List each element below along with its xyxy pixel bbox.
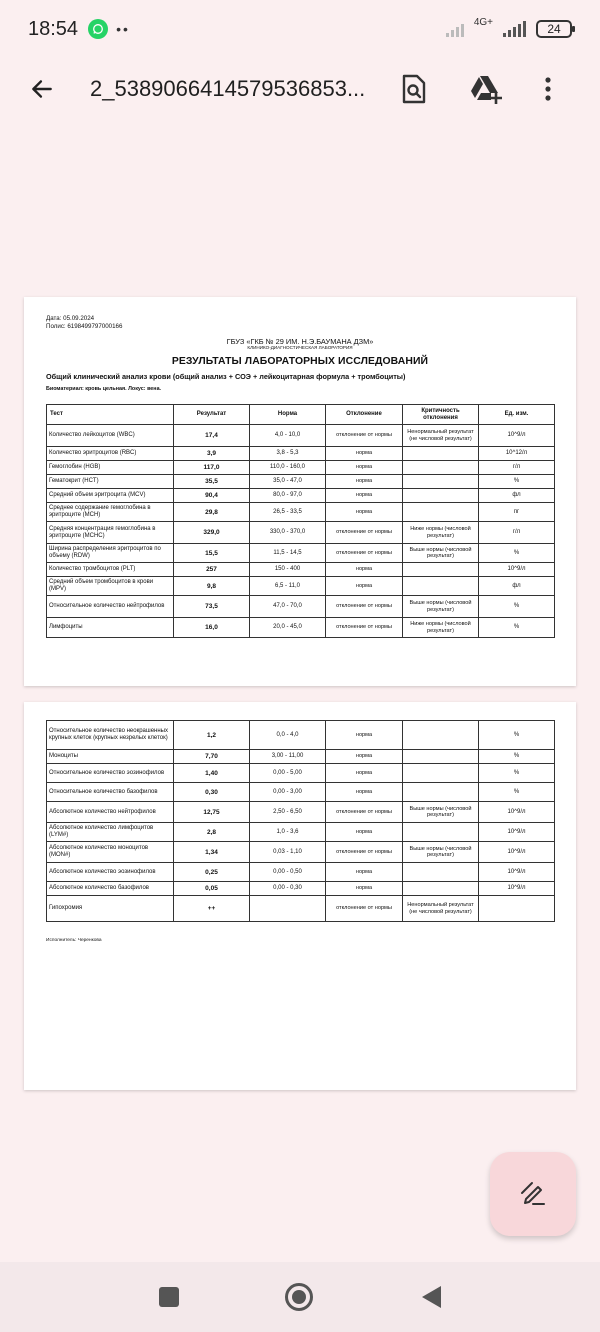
cell-norm: 0,00 - 0,30 <box>250 882 326 896</box>
column-header-result: Результат <box>174 405 250 425</box>
cell-deviation: норма <box>326 721 403 750</box>
organization-name: ГБУЗ «ГКБ № 29 ИМ. Н.Э.БАУМАНА ДЗМ» <box>226 337 374 346</box>
cell-test: Гипохромия <box>47 896 174 922</box>
cell-norm: 0,0 - 4,0 <box>250 721 326 750</box>
cell-deviation: норма <box>326 823 403 842</box>
table-row <box>47 882 555 896</box>
cell-criticality <box>403 577 479 596</box>
cell-result: 0,25 <box>174 863 250 882</box>
cell-deviation: отклонение от нормы <box>326 618 403 638</box>
table-row <box>47 489 555 503</box>
cell-deviation: норма <box>326 577 403 596</box>
cell-unit: 10^9/л <box>479 802 555 823</box>
cell-deviation: отклонение от нормы <box>326 522 403 544</box>
signal-icon <box>446 21 464 37</box>
cell-criticality: Ниже нормы (числовой результат) <box>403 522 479 544</box>
home-circle-icon[interactable] <box>284 1282 314 1312</box>
cell-result: ++ <box>174 896 250 922</box>
results-table <box>46 404 555 638</box>
annotate-fab-button[interactable] <box>490 1152 576 1236</box>
cell-criticality <box>403 764 479 783</box>
cell-result: 16,0 <box>174 618 250 638</box>
cell-test: Абсолютное количество нейтрофилов <box>47 802 174 823</box>
cell-result: 257 <box>174 563 250 577</box>
cell-norm <box>250 896 326 922</box>
cell-test: Лимфоциты <box>47 618 174 638</box>
column-header-norm: Норма <box>250 405 326 425</box>
cell-criticality <box>403 461 479 475</box>
table-row <box>47 896 555 922</box>
cell-unit: 10^9/л <box>479 823 555 842</box>
table-row <box>47 802 555 823</box>
cell-test: Относительное количество нейтрофилов <box>47 596 174 618</box>
cell-test: Относительное количество базофилов <box>47 783 174 802</box>
cell-deviation: норма <box>326 475 403 489</box>
table-row <box>47 618 555 638</box>
document-title: 2_5389066414579536853... <box>90 76 366 101</box>
cell-test: Абсолютное количество эозинофилов <box>47 863 174 882</box>
cell-deviation: отклонение от нормы <box>326 896 403 922</box>
table-row <box>47 425 555 447</box>
cell-criticality <box>403 447 479 461</box>
cell-unit: % <box>479 750 555 764</box>
table-row <box>47 461 555 475</box>
cell-test: Средний объем эритроцита (MCV) <box>47 489 174 503</box>
table-row <box>47 563 555 577</box>
cell-norm: 0,03 - 1,10 <box>250 842 326 863</box>
cell-result: 73,5 <box>174 596 250 618</box>
cell-criticality <box>403 783 479 802</box>
edit-pen-icon <box>518 1177 548 1212</box>
table-row <box>47 750 555 764</box>
more-vert-icon[interactable] <box>526 67 570 111</box>
cell-result: 2,8 <box>174 823 250 842</box>
cell-norm: 1,0 - 3,6 <box>250 823 326 842</box>
cell-unit: 10^9/л <box>479 842 555 863</box>
cell-unit: фл <box>479 489 555 503</box>
cell-deviation: норма <box>326 503 403 522</box>
cell-test: Абсолютное количество моноцитов (MON#) <box>47 842 174 863</box>
cell-result: 329,0 <box>174 522 250 544</box>
battery-icon: 24 <box>536 20 572 38</box>
status-time: 18:54 <box>28 17 79 40</box>
cell-result: 3,9 <box>174 447 250 461</box>
search-document-icon[interactable] <box>392 67 436 111</box>
cell-test: Относительное количество эозинофилов <box>47 764 174 783</box>
cell-criticality <box>403 823 479 842</box>
cell-norm: 80,0 - 97,0 <box>250 489 326 503</box>
cell-deviation: отклонение от нормы <box>326 802 403 823</box>
document-page-1 <box>24 297 576 686</box>
cell-criticality: Ненормальный результат (не числовой результат) <box>403 896 479 922</box>
cell-test: Количество тромбоцитов (PLT) <box>47 563 174 577</box>
column-header-unit: Ед. изм. <box>479 405 555 425</box>
cell-unit: 10^12/л <box>479 447 555 461</box>
cell-deviation: норма <box>326 461 403 475</box>
status-bar <box>0 0 600 58</box>
cell-result: 0,30 <box>174 783 250 802</box>
cell-deviation: отклонение от нормы <box>326 842 403 863</box>
signal-strength-icon <box>503 21 526 37</box>
cell-norm: 2,50 - 6,50 <box>250 802 326 823</box>
column-header-criticality: Критичность отклонения <box>403 405 479 425</box>
more-dots-icon: •• <box>116 21 130 37</box>
organization-subtitle: КЛИНИКО-ДИАГНОСТИЧЕСКАЯ ЛАБОРАТОРИЯ <box>247 345 353 350</box>
cell-norm: 4,0 - 10,0 <box>250 425 326 447</box>
cell-deviation: норма <box>326 563 403 577</box>
cell-test: Гематокрит (HCT) <box>47 475 174 489</box>
cell-deviation: норма <box>326 447 403 461</box>
cell-norm: 0,00 - 3,00 <box>250 783 326 802</box>
table-row <box>47 721 555 750</box>
cell-norm: 110,0 - 160,0 <box>250 461 326 475</box>
cell-test: Ширина распределения эритроцитов по объему (RDW) <box>47 544 174 563</box>
cell-test: Относительное количество неокрашенных крупных клеток (крупных незрелых клеток) <box>47 721 174 750</box>
cell-test: Гемоглобин (HGB) <box>47 461 174 475</box>
cell-unit: % <box>479 544 555 563</box>
cell-test: Средняя концентрация гемоглобина в эритроците (MCHC) <box>47 522 174 544</box>
cell-result: 117,0 <box>174 461 250 475</box>
cell-criticality: Выше нормы (числовой результат) <box>403 842 479 863</box>
cell-test: Среднее содержание гемоглобина в эритроците (MCH) <box>47 503 174 522</box>
table-row <box>47 863 555 882</box>
table-row <box>47 544 555 563</box>
cell-result: 90,4 <box>174 489 250 503</box>
cell-result: 35,5 <box>174 475 250 489</box>
cell-deviation: норма <box>326 489 403 503</box>
cell-unit: 10^9/л <box>479 863 555 882</box>
cell-result: 0,05 <box>174 882 250 896</box>
cell-norm: 0,00 - 0,50 <box>250 863 326 882</box>
cell-unit: 10^9/л <box>479 563 555 577</box>
cell-result: 17,4 <box>174 425 250 447</box>
cell-test: Моноциты <box>47 750 174 764</box>
drive-add-icon[interactable] <box>464 67 508 111</box>
table-row <box>47 503 555 522</box>
report-policy: Полис: 6198499797000166 <box>46 323 123 330</box>
cell-criticality <box>403 863 479 882</box>
table-row <box>47 447 555 461</box>
column-header-deviation: Отклонение <box>326 405 403 425</box>
document-page-2 <box>24 702 576 1090</box>
cell-deviation: норма <box>326 750 403 764</box>
cell-result: 9,8 <box>174 577 250 596</box>
cell-deviation: норма <box>326 882 403 896</box>
cell-criticality: Выше нормы (числовой результат) <box>403 544 479 563</box>
cell-unit: 10^9/л <box>479 882 555 896</box>
cell-norm: 26,5 - 33,5 <box>250 503 326 522</box>
cell-unit: фл <box>479 577 555 596</box>
cell-deviation: отклонение от нормы <box>326 596 403 618</box>
cell-result: 1,40 <box>174 764 250 783</box>
table-header-row <box>47 405 555 425</box>
cell-deviation: отклонение от нормы <box>326 425 403 447</box>
cell-unit <box>479 896 555 922</box>
back-triangle-icon[interactable] <box>416 1282 446 1312</box>
recents-square-icon[interactable] <box>154 1282 184 1312</box>
report-date: Дата: 05.09.2024 <box>46 315 95 322</box>
cell-unit: % <box>479 618 555 638</box>
cell-norm: 150 - 400 <box>250 563 326 577</box>
results-table-continued <box>46 720 555 922</box>
executor-line: Исполнитель: Черенкова <box>46 938 102 943</box>
cell-result: 29,8 <box>174 503 250 522</box>
cell-result: 1,34 <box>174 842 250 863</box>
cell-criticality <box>403 475 479 489</box>
column-header-test: Тест <box>47 405 174 425</box>
cell-norm: 35,0 - 47,0 <box>250 475 326 489</box>
cell-norm: 20,0 - 45,0 <box>250 618 326 638</box>
cell-test: Абсолютное количество лимфоцитов (LYM#) <box>47 823 174 842</box>
cell-deviation: норма <box>326 863 403 882</box>
cell-unit: г/л <box>479 522 555 544</box>
cell-unit: пг <box>479 503 555 522</box>
cell-norm: 330,0 - 370,0 <box>250 522 326 544</box>
cell-result: 7,70 <box>174 750 250 764</box>
biomaterial-line: Биоматериал: кровь цельная. Локус: вена. <box>46 386 162 392</box>
report-title: РЕЗУЛЬТАТЫ ЛАБОРАТОРНЫХ ИССЛЕДОВАНИЙ <box>171 356 429 367</box>
cell-unit: % <box>479 596 555 618</box>
cell-norm: 3,8 - 5,3 <box>250 447 326 461</box>
table-row <box>47 823 555 842</box>
navigation-bar <box>0 1262 600 1332</box>
cell-norm: 6,5 - 11,0 <box>250 577 326 596</box>
cell-deviation: отклонение от нормы <box>326 544 403 563</box>
cell-unit: % <box>479 475 555 489</box>
cell-criticality <box>403 563 479 577</box>
cell-test: Количество эритроцитов (RBC) <box>47 447 174 461</box>
cell-criticality <box>403 721 479 750</box>
cell-result: 15,5 <box>174 544 250 563</box>
cell-unit: % <box>479 783 555 802</box>
cell-test: Количество лейкоцитов (WBC) <box>47 425 174 447</box>
whatsapp-icon <box>88 19 108 39</box>
cell-unit: % <box>479 721 555 750</box>
cell-criticality: Выше нормы (числовой результат) <box>403 596 479 618</box>
network-type-label: 4G+ <box>473 17 493 28</box>
table-row <box>47 842 555 863</box>
cell-criticality <box>403 750 479 764</box>
cell-criticality <box>403 503 479 522</box>
table-row <box>47 596 555 618</box>
cell-test: Абсолютное количество базофилов <box>47 882 174 896</box>
table-row <box>47 764 555 783</box>
cell-test: Средний объем тромбоцитов в крови (MPV) <box>47 577 174 596</box>
cell-result: 12,75 <box>174 802 250 823</box>
cell-unit: % <box>479 764 555 783</box>
cell-result: 1,2 <box>174 721 250 750</box>
cell-norm: 0,00 - 5,00 <box>250 764 326 783</box>
cell-norm: 3,00 - 11,00 <box>250 750 326 764</box>
table-row <box>47 475 555 489</box>
table-row <box>47 522 555 544</box>
back-arrow-icon[interactable] <box>20 67 64 111</box>
cell-deviation: норма <box>326 764 403 783</box>
analysis-name: Общий клинический анализ крови (общий анализ + СОЭ + лейкоцитарная формула + тромбоциты) <box>46 372 406 381</box>
cell-criticality <box>403 882 479 896</box>
table-row <box>47 577 555 596</box>
cell-unit: 10^9/л <box>479 425 555 447</box>
cell-criticality: Ниже нормы (числовой результат) <box>403 618 479 638</box>
table-row <box>47 783 555 802</box>
cell-unit: г/л <box>479 461 555 475</box>
cell-norm: 11,5 - 14,5 <box>250 544 326 563</box>
app-bar <box>0 58 600 120</box>
cell-criticality: Выше нормы (числовой результат) <box>403 802 479 823</box>
cell-criticality <box>403 489 479 503</box>
cell-norm: 47,0 - 70,0 <box>250 596 326 618</box>
cell-criticality: Ненормальный результат (не числовой результат) <box>403 425 479 447</box>
cell-deviation: норма <box>326 783 403 802</box>
